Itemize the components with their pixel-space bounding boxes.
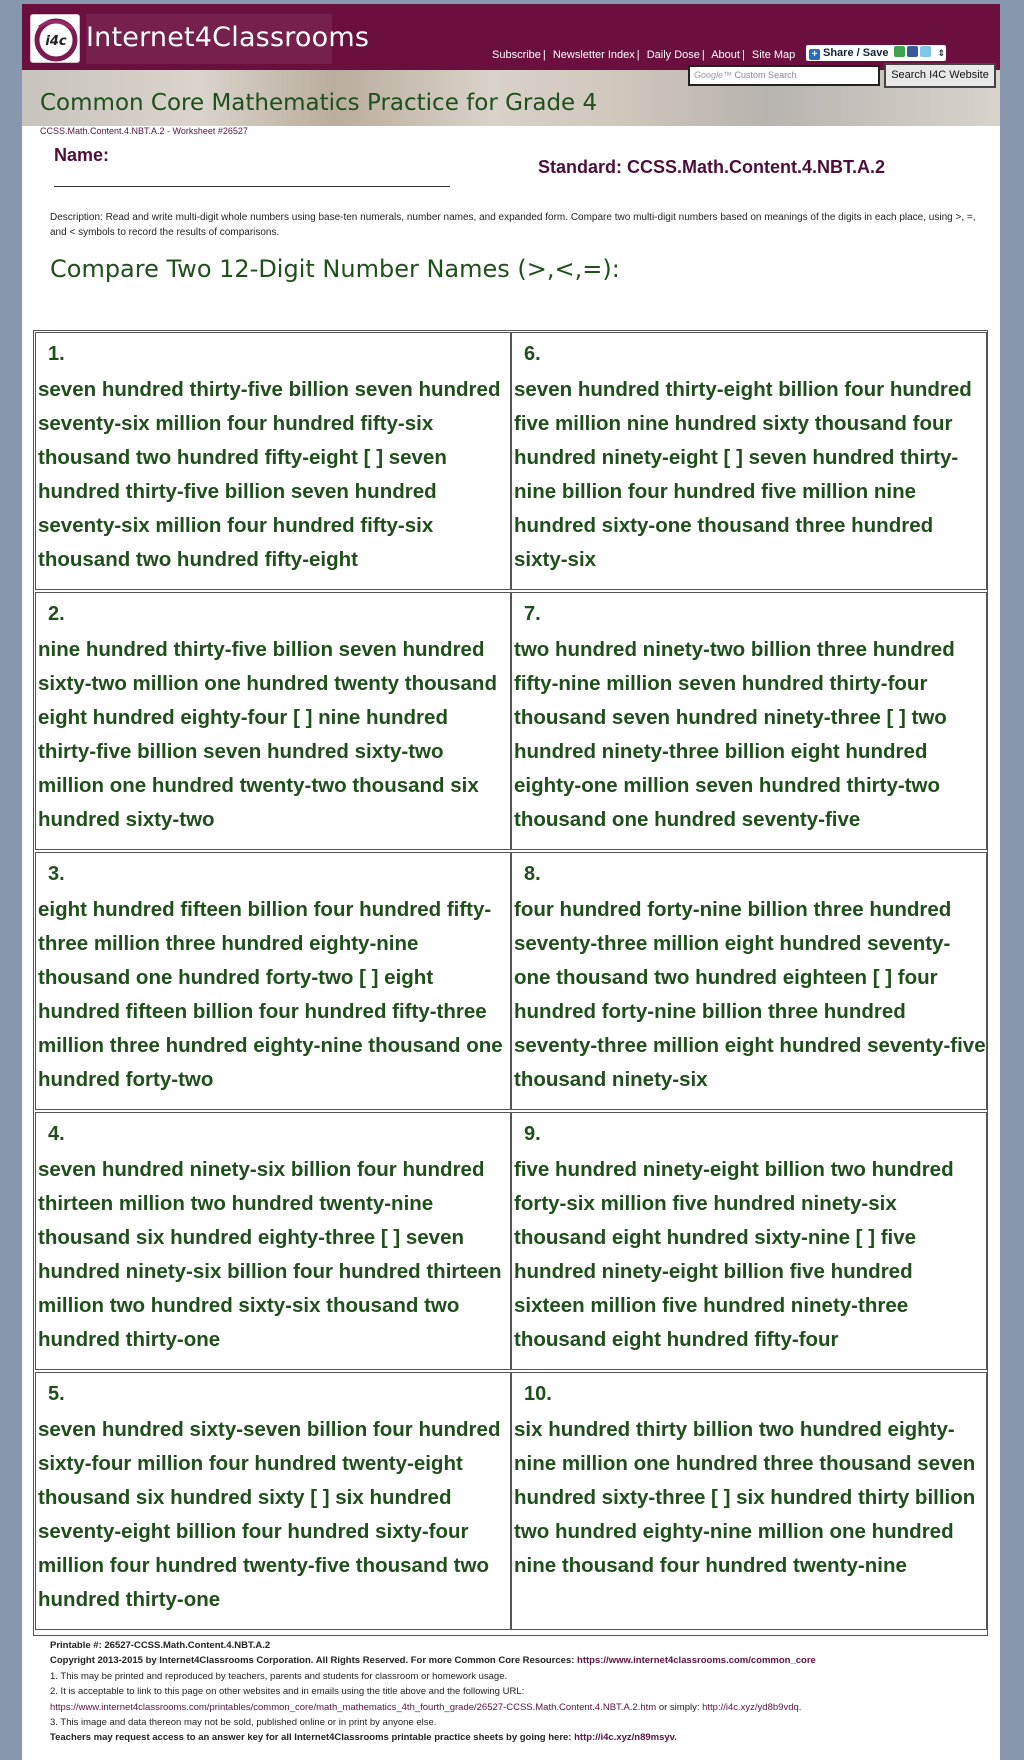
standard-label: Standard: CCSS.Math.Content.4.NBT.A.2 xyxy=(538,157,886,177)
nav-separator: | xyxy=(542,49,546,61)
problem-text: two hundred ninety-two billion three hundred fifty-nine million seven hundred thirty-four thousand seven hundred ninety-three [ ] two hundred ninety-three billion eight hundred eighty-one million seven hundred thirty-two thousand one hundred seventy-five xyxy=(514,638,955,831)
search-button[interactable]: Search I4C Website xyxy=(884,63,996,88)
copyright-text: Copyright 2013-2015 by Internet4Classrooms Corporation. All Rights Reserved. For more Common Core Resources: xyxy=(50,1655,575,1667)
search-tm: ™ xyxy=(723,70,735,80)
problem-text: seven hundred thirty-five billion seven hundred seventy-six million four hundred fifty-six thousand two hundred fifty-eight [ ] seven hundred thirty-five billion seven hundred seventy-six million four hundred fifty-six thousand two hundred fifty-eight xyxy=(38,378,501,571)
usage-note-2: 2. It is acceptable to link to this page on other websites and in emails using the title above and the following URL: xyxy=(50,1686,525,1698)
logo-text: i4c xyxy=(45,34,67,49)
share-email-icon[interactable] xyxy=(894,46,905,57)
problem-number: 5. xyxy=(48,1383,65,1405)
problem-text: nine hundred thirty-five billion seven hundred sixty-two million one hundred twenty thousand eight hundred eighty-four [ ] nine hundred thirty-five billion seven hundred sixty-two million one hundred twenty-two thousand six hundred sixty-two xyxy=(38,638,497,831)
problem-cell xyxy=(35,852,511,1110)
common-core-link[interactable]: https://www.internet4classrooms.com/common_core xyxy=(577,1655,816,1667)
problem-number: 6. xyxy=(524,343,541,365)
footer xyxy=(50,1638,990,1746)
nav-daily-dose[interactable]: Daily Dose xyxy=(646,49,700,61)
search-placeholder: Custom Search xyxy=(734,70,797,80)
logo-swirl-icon xyxy=(31,15,81,64)
nav-about[interactable]: About xyxy=(711,49,740,61)
usage-note-2-links xyxy=(50,1700,990,1715)
problem-cell xyxy=(511,1112,987,1370)
nav-separator: | xyxy=(701,49,705,61)
printable-number: Printable #: 26527-CCSS.Math.Content.4.NBT.A.2 xyxy=(50,1640,271,1651)
share-label: Share / Save xyxy=(823,47,889,59)
page xyxy=(22,4,1000,1760)
search-input[interactable] xyxy=(688,65,880,86)
top-nav xyxy=(492,49,795,61)
nav-site-map[interactable]: Site Map xyxy=(751,49,796,61)
problem-cell xyxy=(35,1112,511,1370)
problem-number: 8. xyxy=(524,863,541,885)
nav-separator: | xyxy=(636,49,640,61)
problem-text: seven hundred ninety-six billion four hundred thirteen million two hundred twenty-nine thousand six hundred eighty-three [ ] seven hundred ninety-six billion four hundred thirteen million two hundred sixty-six thousand two hundred thirty-one xyxy=(38,1158,502,1351)
problem-cell xyxy=(511,592,987,850)
page-title: Common Core Mathematics Practice for Grade 4 xyxy=(40,90,598,116)
name-line xyxy=(54,186,450,187)
problem-number: 9. xyxy=(524,1123,541,1145)
problem-cell xyxy=(35,332,511,590)
answer-key-link[interactable]: http://i4c.xyz/n89msyv. xyxy=(574,1732,677,1744)
name-label: Name: xyxy=(54,145,110,165)
problem-number: 4. xyxy=(48,1123,65,1145)
problem-cell xyxy=(35,592,511,850)
problem-number: 2. xyxy=(48,603,65,625)
description: Description: Read and write multi-digit whole numbers using base-ten numerals, number names, and expanded form. Compare two multi-digit numbers based on meanings of the digits in each place, using >, =, and < symbols to record the results of comparisons. xyxy=(50,212,976,238)
twitter-icon[interactable] xyxy=(920,46,931,57)
problem-text: seven hundred sixty-seven billion four hundred sixty-four million four hundred twenty-eight thousand six hundred sixty [ ] six hundred seventy-eight billion four hundred sixty-four million four hundred twenty-five thousand two hundred thirty-one xyxy=(38,1418,501,1611)
problem-cell xyxy=(511,332,987,590)
share-plus-icon: + xyxy=(809,49,820,60)
problem-text: six hundred thirty billion two hundred eighty-nine million one hundred three thousand seven hundred sixty-three [ ] six hundred thirty billion two hundred eighty-nine million one hundred nine thousand four hundred twenty-nine xyxy=(514,1418,976,1577)
answer-key-text: Teachers may request access to an answer key for all Internet4Classrooms printable practice sheets by going here: xyxy=(50,1732,572,1744)
problems-table xyxy=(33,330,988,1636)
copyright xyxy=(50,1653,990,1668)
short-url-link[interactable]: http://i4c.xyz/yd8b9vdq. xyxy=(702,1701,802,1713)
usage-note-3: 3. This image and data thereon may not be sold, published online or in print by anyone else. xyxy=(50,1717,437,1729)
breadcrumb: CCSS.Math.Content.4.NBT.A.2 - Worksheet #26527 xyxy=(40,126,248,136)
url-or-text: or simply: xyxy=(656,1701,703,1713)
problem-number: 3. xyxy=(48,863,65,885)
share-menu-arrow-icon[interactable]: ⇕ xyxy=(937,48,946,58)
share-save-button[interactable] xyxy=(806,45,946,61)
site-header xyxy=(22,4,1000,70)
problem-text: four hundred forty-nine billion three hundred seventy-three million eight hundred seventy-one thousand two hundred eighteen [ ] four hundred forty-nine billion three hundred seventy-three million eight hundred seventy-five thousand ninety-six xyxy=(514,898,986,1091)
nav-separator: | xyxy=(741,49,745,61)
problem-number: 10. xyxy=(524,1383,552,1405)
problem-text: seven hundred thirty-eight billion four hundred five million nine hundred sixty thousand four hundred ninety-eight [ ] seven hundred thirty-nine billion four hundred five million nine hundred sixty-one thousand three hundred sixty-six xyxy=(514,378,972,571)
site-logo[interactable] xyxy=(30,14,80,63)
problem-cell xyxy=(511,852,987,1110)
usage-note-1: 1. This may be printed and reproduced by teachers, parents and students for classroom or homework usage. xyxy=(50,1670,508,1682)
nav-newsletter-index[interactable]: Newsletter Index xyxy=(552,49,635,61)
problem-text: five hundred ninety-eight billion two hundred forty-six million five hundred ninety-six thousand eight hundred sixty-nine [ ] five hundred ninety-eight billion five hundred sixteen million five hundred ninety-three thousand eight hundred fifty-four xyxy=(514,1158,954,1351)
nav-subscribe[interactable]: Subscribe xyxy=(492,49,541,61)
problem-number: 7. xyxy=(524,603,541,625)
problem-cell xyxy=(35,1372,511,1630)
google-label: Google xyxy=(694,70,724,80)
problem-number: 1. xyxy=(48,343,65,365)
brand-name[interactable]: Internet4Classrooms xyxy=(86,22,370,53)
problem-cell xyxy=(511,1372,987,1630)
problem-text: eight hundred fifteen billion four hundred fifty-three million three hundred eighty-nine thousand one hundred forty-two [ ] eight hundred fifteen billion four hundred fifty-three million three hundred eighty-nine thousand one hundred forty-two xyxy=(38,898,503,1091)
facebook-icon[interactable] xyxy=(907,46,918,57)
worksheet-url-link[interactable]: https://www.internet4classrooms.com/printables/common_core/math_mathematics_4th_fourth_grade/26527-CCSS.Math.Content.4.NBT.A.2.htm xyxy=(50,1701,657,1713)
worksheet-heading: Compare Two 12-Digit Number Names (>,<,=): xyxy=(50,255,620,283)
answer-key-note xyxy=(50,1730,990,1745)
